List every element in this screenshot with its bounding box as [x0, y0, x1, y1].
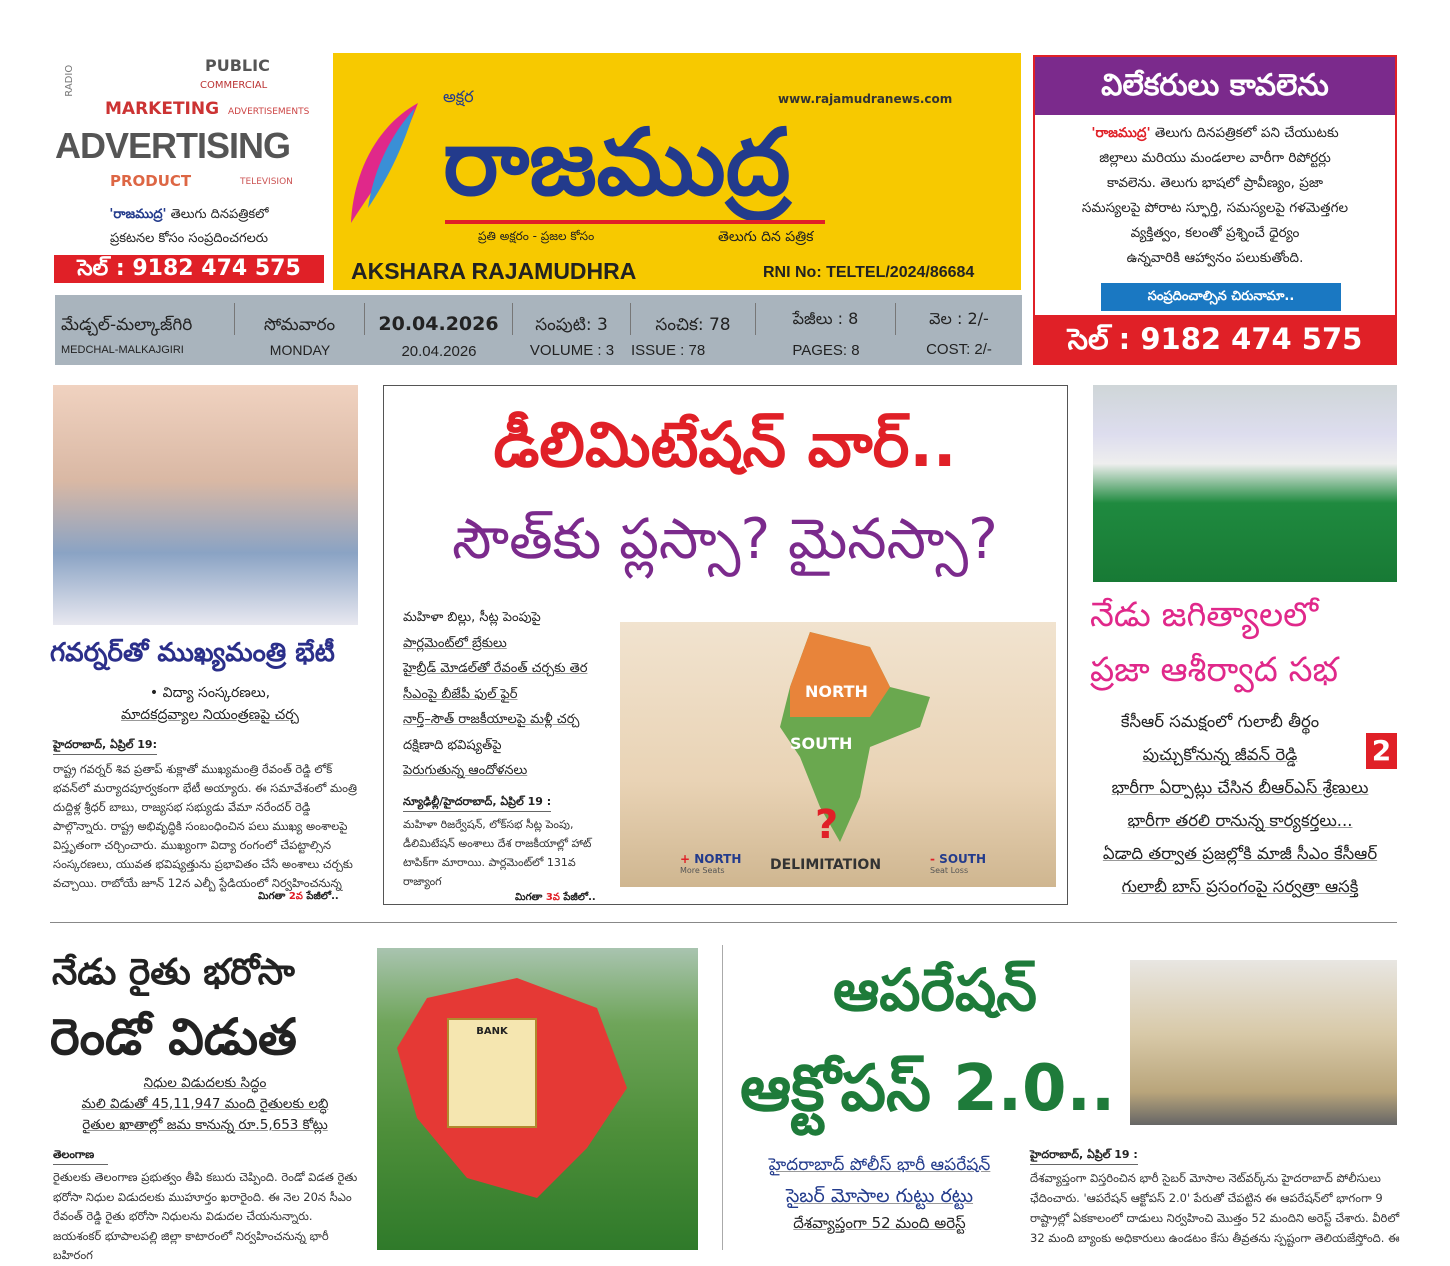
point: రైతుల ఖాతాల్లో జమ కానున్న రూ.5,653 కోట్లు: [82, 1117, 328, 1133]
contact-address-button[interactable]: సంప్రదించాల్సిన చిరునామా..: [1101, 283, 1341, 311]
point: సైబర్ మోసాల గుట్టు రట్టు: [785, 1185, 974, 1207]
legend-north: [680, 852, 741, 875]
rythu-bharosa-image: [377, 948, 698, 1250]
legend-south: [930, 852, 986, 875]
governor-body: రాష్ట్ర గవర్నర్ శివ ప్రతాప్ శుక్లాతో ముఖ్యమంత్రి రేవంత్ రెడ్డి లోక్ భవన్‌లో మర్యాదపూర్వకంగా భేటీ అయ్యారు. ఈ సమావేశంలో మంత్రి దుద్దిళ్ల శ్రీధర్ బాబు, రాజ్యసభ సభ్యుడు వేమా నరేందర్ రెడ్డి పాల్గొన్నారు. రాష్ట్ర అభివృద్ధికి సంబంధించిన పలు ముఖ్య అంశాలపై విస్తృతంగా చర్చించారు. ముఖ్యంగా విద్యా రంగంలో చేపట్టాల్సిన సంస్కరణలు, యువత భవిష్యత్తును ప్రభావితం చేసే అంశాలు చర్చకు వచ్చాయి. రాబోయే జూన్ 12న ఎల్బీ స్టేడియంలో నిర్వహించనున్న: [53, 762, 357, 890]
legend-marker: -: [930, 852, 940, 866]
column-divider: [722, 945, 723, 1250]
legend-note: More Seats: [680, 866, 725, 875]
dateline: న్యూఢిల్లీ/హైదరాబాద్, ఏప్రిల్ 19 :: [403, 795, 551, 812]
octopus-headline[interactable]: ఆపరేషన్: [833, 956, 1037, 1024]
jagtial-subheadline: ప్రజా ఆశీర్వాద సభ: [1090, 650, 1338, 690]
cloud-word: PRODUCT: [110, 172, 192, 190]
cloud-word: ADVERTISEMENTS: [228, 107, 310, 117]
masthead-url: www.rajamudranews.com: [778, 92, 953, 106]
cloud-word: COMMERCIAL: [200, 80, 268, 91]
octopus-body: దేశవ్యాప్తంగా విస్తరించిన భారీ సైబర్ మోసాల నెట్‌వర్క్‌ను హైదరాబాద్ పోలీసులు ఛేదించారు. 'ఆపరేషన్ ఆక్టోపస్ 2.0' పేరుతో చేపట్టిన ఈ ఆపరేషన్‌లో భాగంగా 9 రాష్ట్రాల్లో ఏకకాలంలో దాడులు నిర్వహించి మొత్తం 52 మందిని అరెస్ట్ చేశారు. వీరిలో 32 మంది బ్యాంకు అధికారులు ఉండటం కేసు తీవ్రతను స్పష్టంగా తెలియజేస్తోంది. ఈ: [1030, 1171, 1400, 1245]
bank-label: BANK: [476, 1026, 508, 1037]
ad-text: తెలుగు దినపత్రికలో: [170, 207, 269, 222]
masthead: [333, 53, 1021, 290]
masthead-subtitle: తెలుగు దిన పత్రిక: [718, 229, 814, 245]
ad-phone: సెల్ : 9182 474 575: [1035, 315, 1395, 363]
rni-number: RNI No: TELTEL/2024/86684: [763, 264, 975, 281]
more-suffix: పేజీలో..: [563, 892, 596, 903]
ad-phone: సెల్ : 9182 474 575: [54, 255, 324, 283]
point: దేశవ్యాప్తంగా 52 మంది అరెస్ట్: [793, 1214, 966, 1232]
point: కేసీఆర్ సమక్షంలో గులాబీ తీర్థం: [1120, 712, 1320, 731]
legend-note: Seat Loss: [930, 866, 969, 875]
point: దక్షిణాది భవిష్యత్‌పై: [403, 737, 502, 753]
ad-title: విలేకరులు కావలెను: [1035, 57, 1395, 115]
ad-line: సమస్యలపై పోరాట స్ఫూర్తి, సమస్యలపై గళమెత్తగల: [1081, 200, 1349, 216]
jagtial-headline[interactable]: నేడు జగిత్యాలలో: [1090, 595, 1319, 635]
masthead-english-name: AKSHARA RAJAMUDHRA: [351, 258, 637, 284]
continued-link[interactable]: [515, 891, 596, 904]
ad-line: కావలెను. తెలుగు భాషలో ప్రావీణ్యం, ప్రజా: [1107, 175, 1323, 191]
ad-body: [1035, 121, 1395, 271]
more-prefix: మిగతా: [515, 892, 543, 903]
page-badge[interactable]: 2: [1366, 733, 1397, 769]
more-page: 3వ: [545, 892, 560, 903]
brand-name: 'రాజముద్ర': [1091, 125, 1151, 141]
dateline: తెలంగాణ: [53, 1148, 108, 1165]
bullet: మాదకద్రవ్యాల నియంత్రణపై చర్చ: [121, 707, 299, 723]
bank-building-icon: [447, 1018, 537, 1128]
advertising-ad: [50, 55, 328, 287]
more-page: 2వ: [288, 891, 303, 902]
date-telugu: 20.04.2026: [365, 303, 513, 335]
issue-telugu: సంచిక: 78: [631, 303, 756, 335]
delimitation-subheadline: సౌత్‌కు ప్లస్సా? మైనస్సా?: [452, 507, 998, 572]
cloud-word: MARKETING: [105, 99, 220, 119]
advertising-word-cloud: [50, 55, 328, 195]
location-telugu: మేడ్చల్-మల్కాజ్‌గిరి: [55, 303, 235, 335]
cloud-word: PUBLIC: [205, 56, 270, 75]
point: నార్త్–సౌత్ రాజకీయాలపై మళ్లీ చర్చ: [403, 712, 580, 727]
volume-english: VOLUME : 3: [529, 342, 615, 359]
feather-icon: [343, 98, 423, 228]
volume-telugu: సంపుటి: 3: [513, 303, 631, 335]
rythu-subheadline: రెండో విడుత: [50, 1008, 297, 1066]
point: పుచ్చుకోనున్న జీవన్ రెడ్డి: [1142, 745, 1298, 764]
sabha-venue-photo: [1093, 385, 1397, 582]
rythu-points: [50, 1073, 360, 1136]
ad-line: జిల్లాలు మరియు మండలాల వారీగా రిపోర్టర్లు: [1099, 150, 1331, 166]
legend-label: NORTH: [694, 852, 742, 866]
point: మలి విడుతో 45,11,947 మంది రైతులకు లబ్ధి: [81, 1096, 329, 1112]
point: భారీగా ఏర్పాట్లు చేసిన బీఆర్ఎస్ శ్రేణులు: [1111, 778, 1369, 797]
point: పార్లమెంట్‌లో బ్రేకులు: [403, 635, 507, 651]
octopus-subheadline: ఆక్టోపస్ 2.0..: [740, 1052, 1116, 1126]
more-prefix: మిగతా: [258, 891, 286, 902]
day-english: MONDAY: [269, 342, 331, 358]
ad-line-1: [50, 207, 328, 225]
cloud-word: TELEVISION: [240, 177, 293, 187]
governor-meeting-photo: [53, 385, 358, 625]
point: ఏడాది తర్వాత ప్రజల్లోకి మాజీ సీఎం కేసీఆర్: [1102, 844, 1378, 863]
cartoon-south-label: SOUTH: [790, 734, 853, 753]
cost-english: COST: 2/-: [926, 341, 992, 358]
police-press-photo: [1130, 960, 1397, 1125]
cloud-word: RADIO: [64, 64, 76, 97]
legend-marker: +: [680, 852, 695, 866]
legend-label: SOUTH: [939, 852, 986, 866]
masthead-title: రాజముద్ర: [443, 109, 791, 216]
continued-link[interactable]: [258, 890, 339, 903]
rythu-body: రైతులకు తెలంగాణ ప్రభుత్వం తీపి కబురు చెప్పింది. రెండో విడత రైతు భరోసా నిధుల విడుదలకు ముహూర్తం ఖరారైంది. ఈ నెల 20న సీఎం రేవంత్ రెడ్డి రైతు భరోసా నిధులను విడుదల చేయనున్నారు. జయశంకర్ భూపాలపల్లి జిల్లా కాటారంలో నిర్వహించనున్న భారీ బహిరంగ: [53, 1170, 358, 1262]
point: సీఎంపై బీజేపీ ఫుల్ ఫైర్: [403, 686, 518, 702]
ad-line: ఉన్నవారికి ఆహ్వానం పలుకుతోంది.: [1126, 250, 1304, 266]
governor-headline[interactable]: గవర్నర్‌తో ముఖ్యమంత్రి భేటీ: [50, 638, 335, 668]
point: హైబ్రీడ్ మోడల్‌తో రేవంత్ చర్చకు తెర: [403, 661, 588, 676]
cartoon-north-label: NORTH: [805, 682, 868, 701]
brand-name: 'రాజముద్ర': [109, 207, 167, 222]
point: పెరుగుతున్న ఆందోళనలు: [403, 763, 528, 778]
issue-english: ISSUE : 78: [631, 342, 706, 359]
date-english: 20.04.2026: [401, 343, 477, 360]
issue-info-bar: [55, 295, 1022, 365]
masthead-tagline: ప్రతి అక్షరం - ప్రజల కోసం: [478, 229, 595, 243]
pen-line: [445, 220, 825, 224]
pages-english: PAGES: 8: [792, 342, 860, 359]
reporters-wanted-ad: [1033, 55, 1397, 365]
question-mark-icon: ?: [815, 802, 839, 848]
bullet: • విద్యా సంస్కరణలు,: [149, 685, 271, 701]
point: హైదరాబాద్ పోలీస్ భారీ ఆపరేషన్: [768, 1155, 991, 1175]
more-suffix: పేజీలో..: [306, 891, 339, 902]
delimitation-headline[interactable]: డీలిమిటేషన్ వార్..: [493, 408, 957, 481]
point: మహిళా బిల్లు, సీట్ల పెంపుపై: [403, 610, 541, 625]
dateline: హైదరాబాద్, ఏప్రిల్ 19 :: [1030, 1148, 1138, 1165]
delimitation-points: [403, 605, 618, 784]
point: నిధుల విడుదలకు సిద్ధం: [143, 1075, 267, 1091]
section-divider: [50, 922, 1397, 923]
cost-telugu: వెల : 2/-: [929, 309, 989, 328]
point: గులాబీ బాస్ ప్రసంగంపై సర్వత్రా ఆసక్తి: [1121, 877, 1359, 896]
rythu-headline[interactable]: నేడు రైతు భరోసా: [52, 952, 295, 993]
jagtial-points: [1080, 705, 1400, 903]
cartoon-delimitation-label: DELIMITATION: [770, 857, 882, 873]
delimitation-cartoon: [620, 622, 1056, 887]
day-telugu: సోమవారం: [235, 303, 365, 335]
ad-line: తెలుగు దినపత్రికలో పని చేయుటకు: [1154, 125, 1339, 141]
cloud-word: ADVERTISING: [55, 125, 291, 166]
delimitation-body: మహిళా రిజర్వేషన్, లోక్‌సభ సీట్ల పెంపు, డీలిమిటేషన్ అంశాలు దేశ రాజకీయాల్లో హాట్ టాపిక్‌గా మారాయి. పార్లమెంట్‌లో 131వ రాజ్యాంగ: [403, 818, 592, 888]
governor-bullets: [60, 682, 360, 726]
point: భారీగా తరలి రానున్న కార్యకర్తలు...: [1127, 811, 1353, 830]
ad-line-2: ప్రకటనల కోసం సంప్రదించగలరు: [109, 231, 269, 246]
octopus-points: [742, 1150, 1017, 1234]
pages-telugu: పేజీలు : 8: [756, 303, 896, 335]
location-english: MEDCHAL-MALKAJGIRI: [61, 344, 184, 356]
ad-line: వ్యక్తిత్వం, కలంతో ప్రశ్నించే ధైర్యం: [1130, 225, 1300, 241]
masthead-prefix: అక్షర: [443, 87, 474, 106]
dateline: హైదరాబాద్, ఏప్రిల్ 19:: [53, 738, 157, 755]
